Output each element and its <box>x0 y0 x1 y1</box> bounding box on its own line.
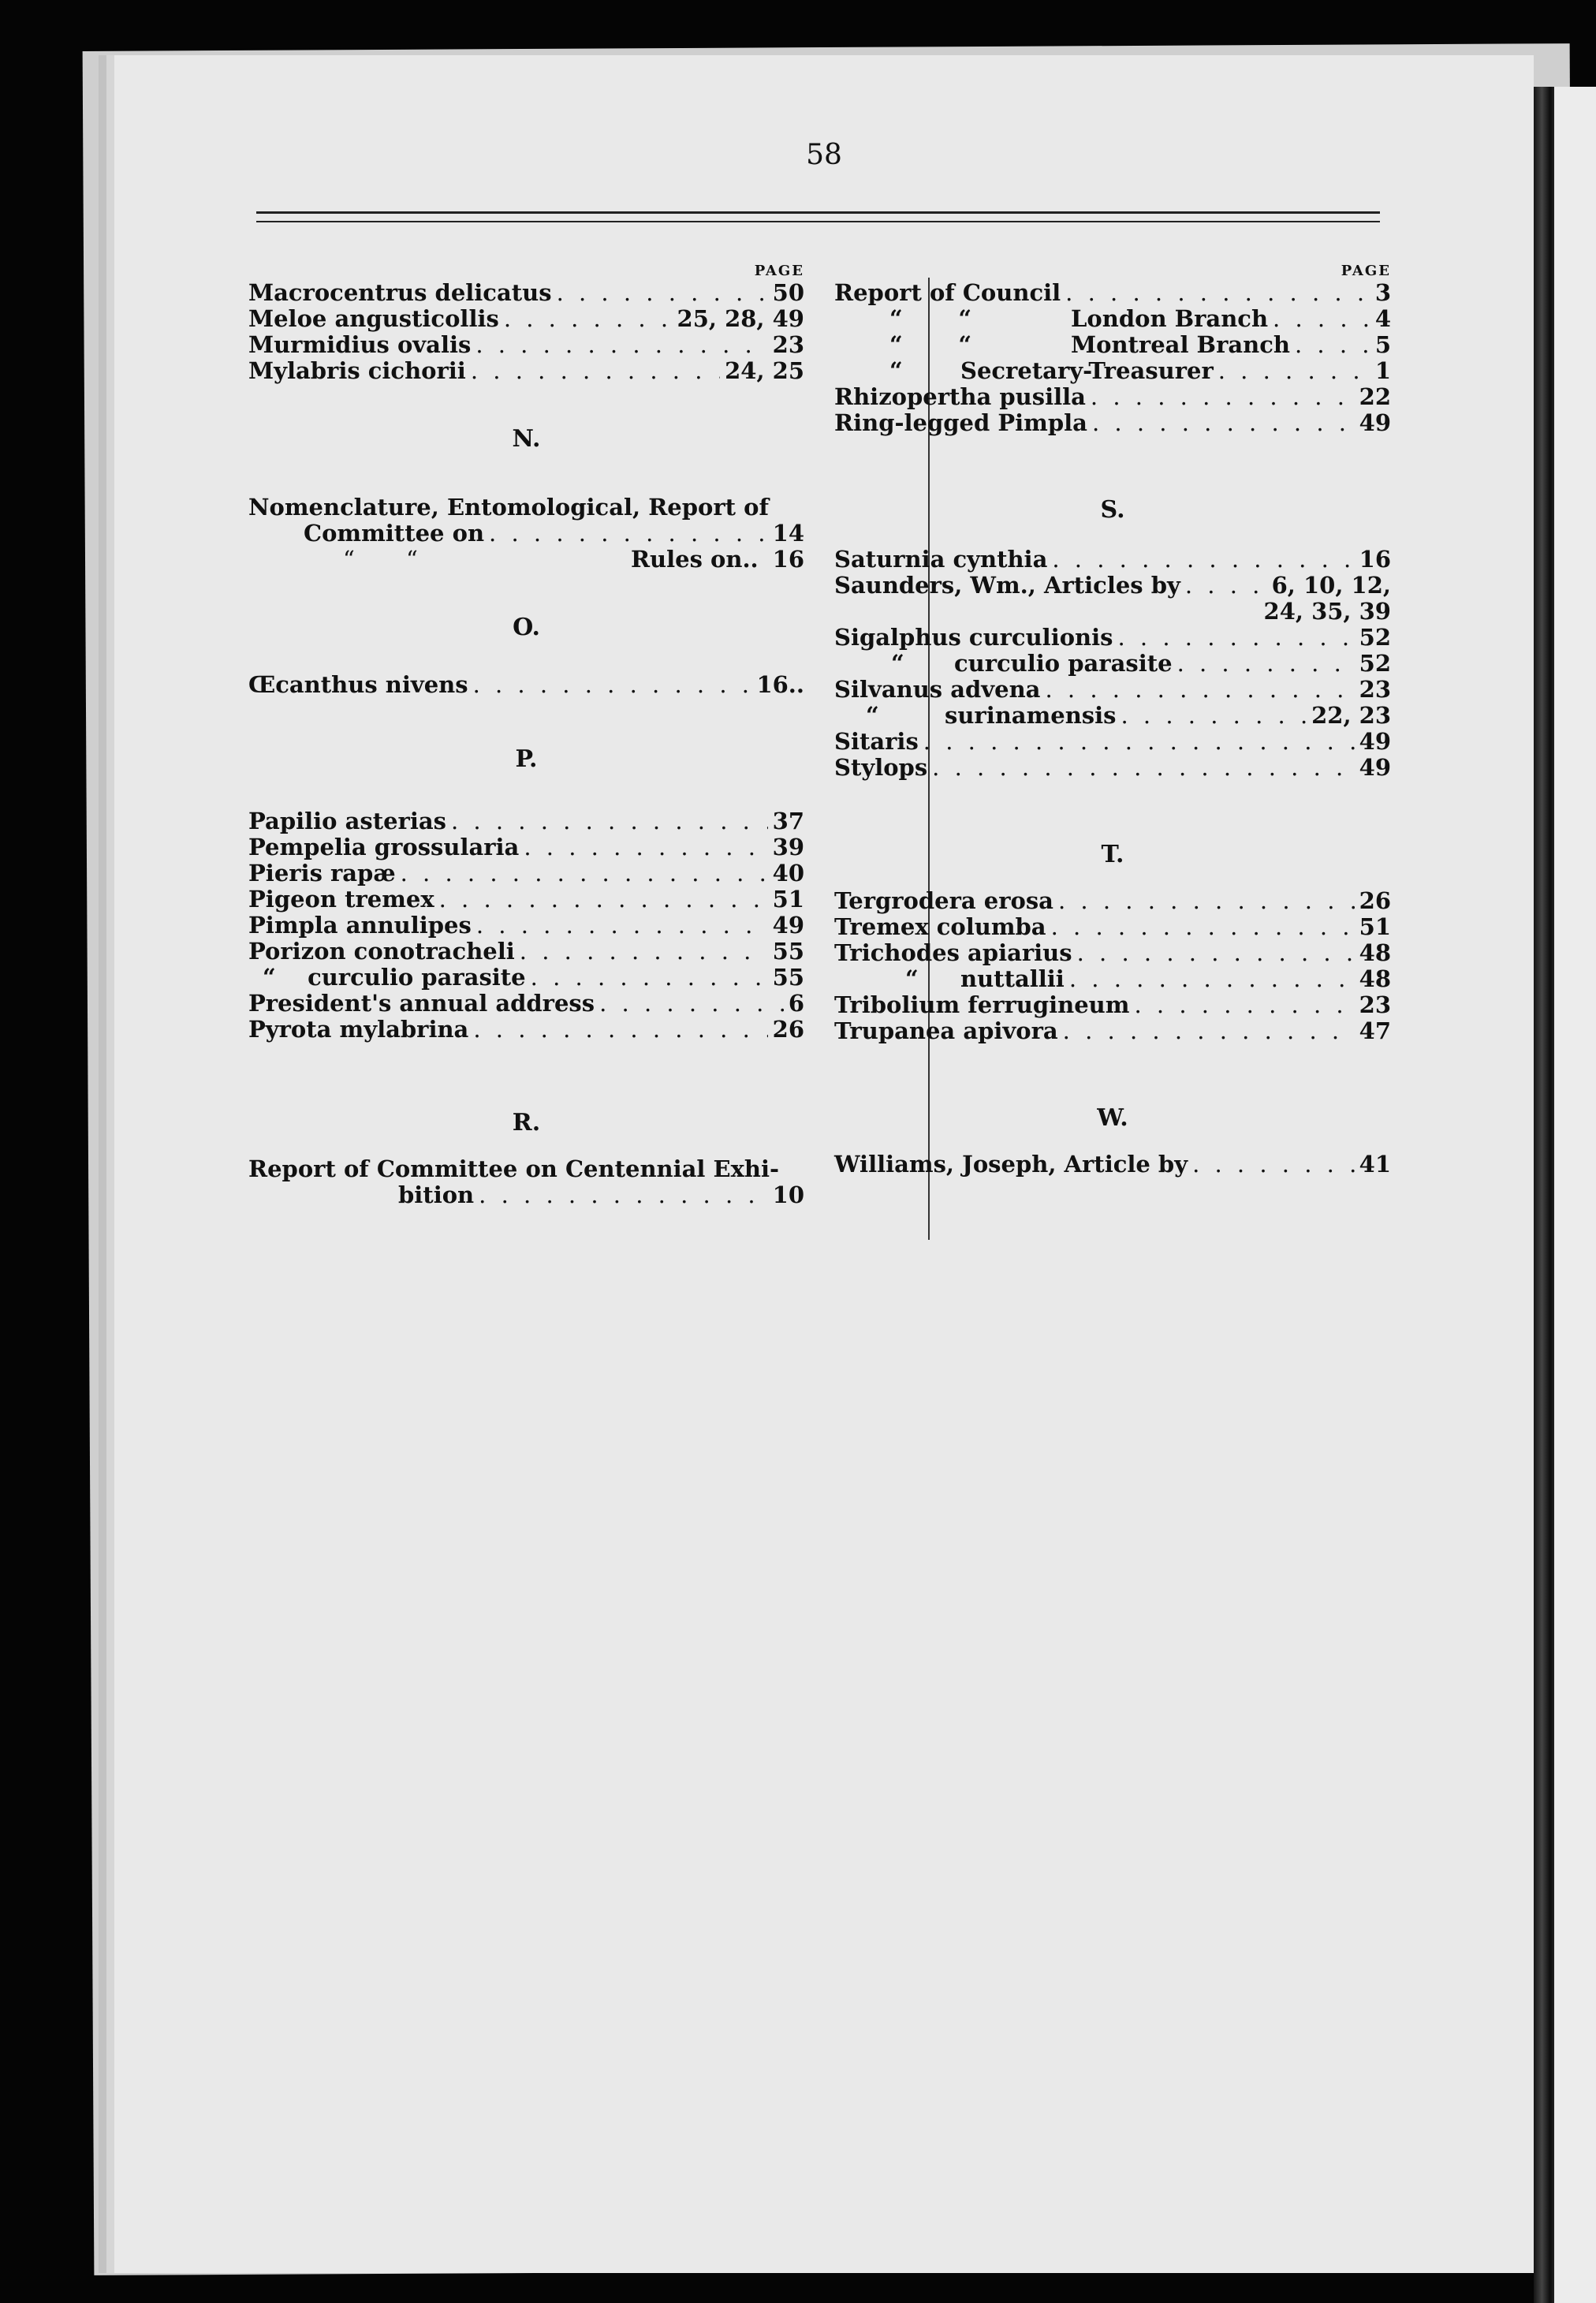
index-entry: Williams, Joseph, Article by . . . 41 <box>834 1152 1391 1178</box>
index-entry: Committee on . . . 14 <box>248 521 804 547</box>
page-column-label: PAGE <box>754 263 804 279</box>
index-entry: Rhizopertha pusilla . . . 22 <box>834 384 1391 410</box>
index-entry: Tribolium ferrugineum . . . 23 <box>834 992 1391 1018</box>
index-entry: Tergrodera erosa . . . 26 <box>834 888 1391 914</box>
page-column-label: PAGE <box>1341 263 1391 279</box>
index-entry: “ nuttallii . . . 48 <box>834 966 1391 992</box>
index-entry: Report of Council . . . 3 <box>834 280 1391 306</box>
index-entry: “ Secretary-Treasurer . . . 1 <box>834 358 1391 384</box>
binding-spine <box>1534 87 1554 2303</box>
index-entry: Pimpla annulipes . . . 49 <box>248 913 804 939</box>
index-entry: Saturnia cynthia . . . 16 <box>834 547 1391 573</box>
index-entry: “ “ Rules on.. 16 <box>343 546 804 573</box>
left-column <box>248 263 804 1208</box>
section-letter-p: P. <box>515 745 538 773</box>
page-number: 58 <box>806 139 842 171</box>
index-entry: “ curculio parasite . . . 52 <box>834 651 1391 677</box>
entry-group-r-continued <box>834 280 1391 436</box>
index-entry: Porizon conotracheli . . . 55 <box>248 939 804 965</box>
section-letter-n: N. <box>512 425 541 453</box>
entry-group-o <box>248 672 804 698</box>
right-column <box>834 263 1391 1178</box>
index-entry: Tremex columba . . . 51 <box>834 914 1391 940</box>
index-page <box>114 55 1534 2273</box>
index-entry: Œcanthus nivens . . . 16.. <box>248 672 804 698</box>
index-entry: Pigeon tremex . . . 51 <box>248 886 804 913</box>
index-entry: Report of Committee on Centennial Exhi- <box>248 1155 780 1182</box>
section-letter-w: W. <box>1097 1104 1128 1132</box>
index-entry: Macrocentrus delicatus . . . 50 <box>248 280 804 306</box>
entry-group-n <box>248 495 804 573</box>
index-entry: Pyrota mylabrina . . . 26 <box>248 1017 804 1043</box>
section-letter-t: T. <box>1101 841 1124 868</box>
entry-group-w <box>834 1152 1391 1178</box>
index-entry: Mylabris cichorii . . . 24, 25 <box>248 358 804 384</box>
entry-group-s <box>834 547 1391 781</box>
index-entry: Pempelia grossularia . . . 39 <box>248 834 804 860</box>
index-entry: Murmidius ovalis . . . 23 <box>248 332 804 358</box>
entry-group-t <box>834 888 1391 1044</box>
header-rule <box>256 211 1380 214</box>
index-entry: Sitaris . . . 49 <box>834 729 1391 755</box>
index-entry: Stylops . . . 49 <box>834 755 1391 781</box>
index-entry: “ “ London Branch . . . 4 <box>834 306 1391 332</box>
index-entry: Sigalphus curculionis . . . 52 <box>834 625 1391 651</box>
section-letter-o: O. <box>513 614 540 641</box>
index-entry: Silvanus advena . . . 23 <box>834 677 1391 703</box>
index-entry: Papilio asterias . . . 37 <box>248 808 804 834</box>
index-entry: Trupanea apivora . . . 47 <box>834 1018 1391 1044</box>
header-rule-thin <box>256 221 1380 222</box>
entry-group-m <box>248 280 804 384</box>
entry-group-r <box>248 1156 804 1208</box>
index-entry: “ curculio parasite . . . 55 <box>248 965 804 991</box>
index-entry: Pieris rapæ . . . 40 <box>248 860 804 886</box>
section-letter-r: R. <box>512 1109 541 1137</box>
index-entry: Trichodes apiarius . . . 48 <box>834 940 1391 966</box>
index-entry: Nomenclature, Entomological, Report of <box>248 494 769 521</box>
section-letter-s: S. <box>1100 496 1125 524</box>
index-entry: bition . . . 10 <box>248 1182 804 1208</box>
index-entry: 24, 35, 39 <box>1263 598 1391 625</box>
index-entry: Meloe angusticollis . . . 25, 28, 49 <box>248 306 804 332</box>
index-entry: President's annual address . . . 6 <box>248 991 804 1017</box>
index-entry: Ring-legged Pimpla . . . 49 <box>834 410 1391 436</box>
index-entry: “ “ Montreal Branch . . . 5 <box>834 332 1391 358</box>
entry-group-p <box>248 808 804 1043</box>
index-entry: Saunders, Wm., Articles by . . . 6, 10, 12, <box>834 573 1391 599</box>
index-entry: “ surinamensis . . . 22, 23 <box>834 703 1391 729</box>
